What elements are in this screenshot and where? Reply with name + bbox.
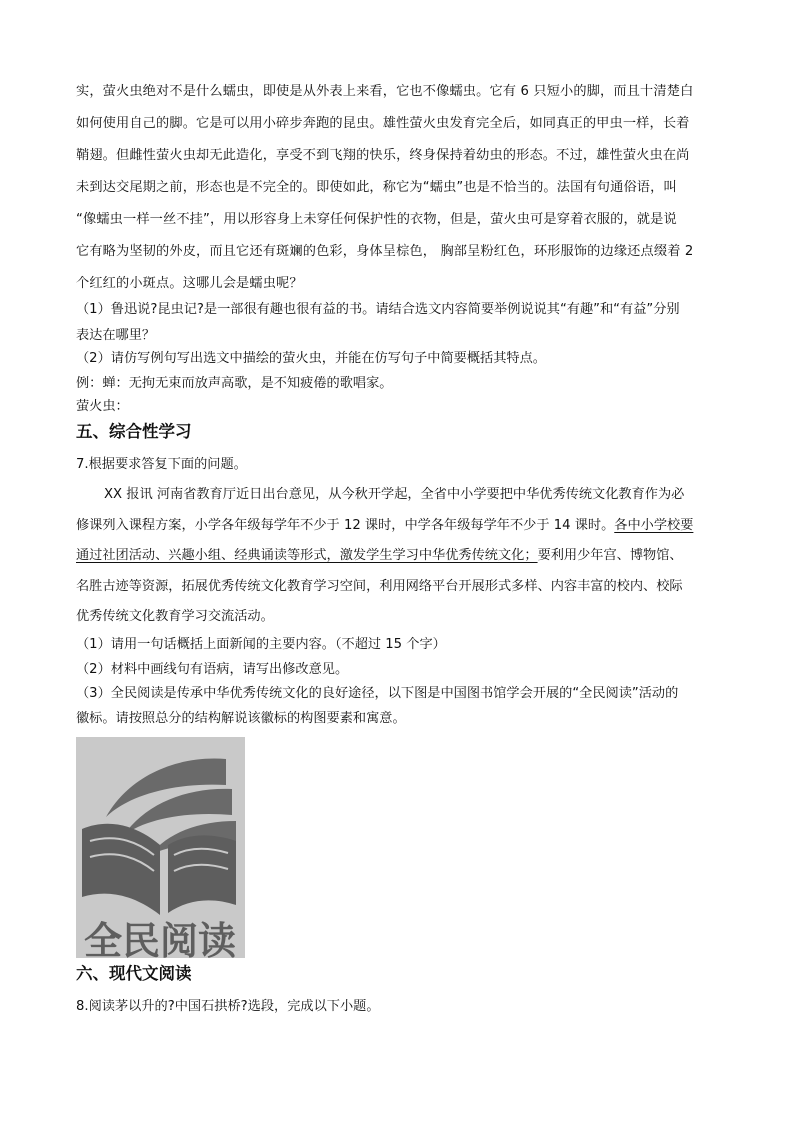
question-8: 8.阅读茅以升的?中国石拱桥?选段，完成以下小题。 — [76, 999, 380, 1014]
news-line-4: 名胜古迹等资源，拓展优秀传统文化教育学习空间，利用网络平台开展形式多样、内容丰富的校内、校际 — [76, 579, 683, 594]
passage-line-1: 实，萤火虫绝对不是什么蠕虫，即使是从外表上来看，它也不像蠕虫。它有 6 只短小的脚，而且十清楚白 — [76, 84, 694, 99]
passage-line-5: “像蠕虫一样一丝不挂”，用以形容身上未穿任何保护性的衣物，但是，萤火虫可是穿着衣服的，就是说 — [76, 212, 677, 227]
national-reading-logo — [76, 737, 245, 958]
logo-text: 全民阅读 — [83, 919, 237, 958]
passage-line-7: 个红红的小斑点。这哪儿会是蠕虫呢？ — [76, 276, 303, 291]
example-sentence: 例：蝉：无拘无束而放声高歌，是不知疲倦的歌唱家。 — [76, 376, 393, 391]
news-line-3-rest: 要利用少年宫、博物馆、 — [537, 548, 683, 563]
passage-line-3: 鞘翅。但雌性萤火虫却无此造化，享受不到飞翔的快乐，终身保持着幼虫的形态。不过，雄性萤火虫在尚 — [76, 148, 690, 163]
question-1-line-2: 表达在哪里？ — [76, 328, 156, 343]
question-1-line-1: （1）鲁迅说?昆虫记?是一部很有趣也很有益的书。请结合选文内容简要举例说说其“有趣”和“有益”分别 — [76, 302, 680, 317]
news-line-3 — [76, 548, 724, 564]
book-hand-icon — [76, 737, 245, 958]
news-line-2 — [76, 518, 724, 534]
news-line-2-text: 修课列入课程方案，小学各年级每学年不少于 12 课时，中学各年级每学年不少于 14 课时。 — [76, 518, 615, 533]
section-5-title: 五、综合性学习 — [76, 422, 192, 441]
underlined-sentence-start: 各中小学校要 — [614, 518, 694, 533]
section-6-title: 六、现代文阅读 — [76, 964, 192, 983]
passage-line-6: 它有略为坚韧的外皮，而且它还有斑斓的色彩，身体呈棕色， 胸部呈粉红色，环形服饰的边缘还点缀着 2 — [76, 244, 694, 259]
question-7: 7.根据要求答复下面的问题。 — [76, 457, 247, 472]
answer-label-firefly: 萤火虫： — [76, 399, 129, 414]
news-line-1: XX 报讯 河南省教育厅近日出台意见，从今秋开学起，全省中小学要把中华优秀传统文化教育作为必 — [104, 487, 685, 502]
underlined-sentence-end: 通过社团活动、兴趣小组、经典诵读等形式，激发学生学习中华优秀传统文化； — [76, 548, 538, 563]
subquestion-3-line-1: （3）全民阅读是传承中华优秀传统文化的良好途径，以下图是中国图书馆学会开展的“全民阅读”活动的 — [76, 686, 679, 701]
news-line-5: 优秀传统文化教育学习交流活动。 — [76, 609, 274, 624]
passage-line-2: 如何使用自己的脚。它是可以用小碎步奔跑的昆虫。雄性萤火虫发育完全后，如同真正的甲虫一样，长着 — [76, 116, 690, 131]
subquestion-1: （1）请用一句话概括上面新闻的主要内容。（不超过 15 个字） — [76, 637, 446, 652]
passage-line-4: 未到达交尾期之前，形态也是不完全的。即使如此，称它为“蠕虫”也是不恰当的。法国有句通俗语，叫 — [76, 180, 677, 195]
subquestion-2: （2）材料中画线句有语病，请写出修改意见。 — [76, 662, 349, 677]
subquestion-3-line-2: 徽标。请按照总分的结构解说该徽标的构图要素和寓意。 — [76, 711, 406, 726]
question-2: （2）请仿写例句写出选文中描绘的萤火虫，并能在仿写句子中简要概括其特点。 — [76, 351, 546, 366]
